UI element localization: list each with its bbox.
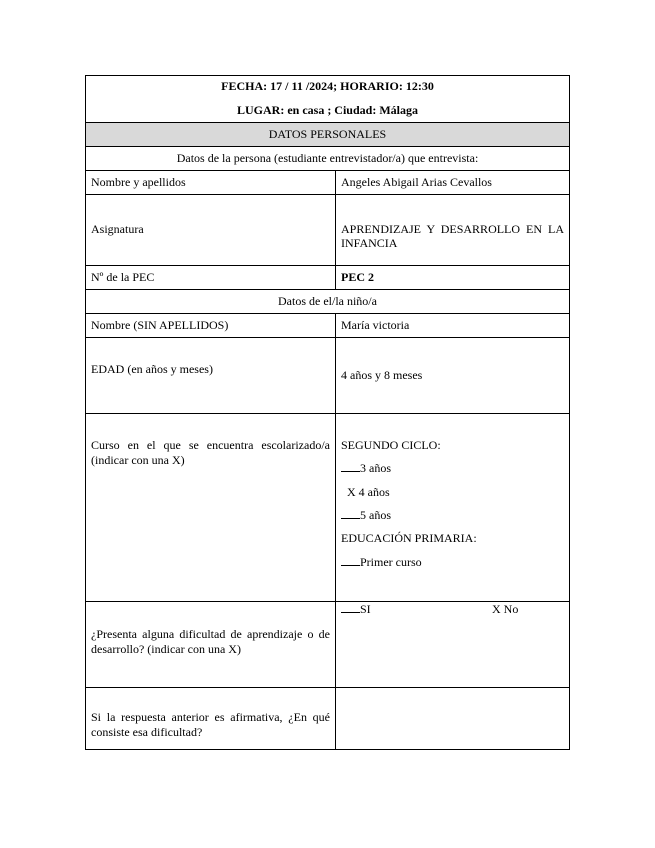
option-5-years bbox=[341, 508, 391, 523]
pec-label: Nº de la PEC bbox=[86, 266, 336, 289]
child-heading: Datos de el/la niño/a bbox=[85, 290, 570, 314]
blank-line bbox=[341, 508, 360, 519]
lugar-line: LUGAR: en casa ; Ciudad: Málaga bbox=[236, 103, 418, 117]
blank-line bbox=[341, 461, 360, 472]
option-si-label: SI bbox=[360, 602, 371, 616]
subject-row bbox=[85, 195, 570, 266]
followup-row bbox=[85, 688, 570, 750]
age-label: EDAD (en años y meses) bbox=[91, 362, 213, 376]
difficulty-options-cell bbox=[336, 602, 569, 687]
subject-label: Asignatura bbox=[91, 222, 144, 236]
difficulty-label: ¿Presenta alguna dificultad de aprendizaje o de desarrollo? (indicar con una X) bbox=[91, 627, 330, 656]
option-3-label: 3 años bbox=[360, 461, 391, 475]
interviewer-name-label: Nombre y apellidos bbox=[86, 171, 336, 194]
child-name-label: Nombre (SIN APELLIDOS) bbox=[86, 314, 336, 337]
blank-line bbox=[341, 555, 360, 566]
pec-row bbox=[85, 266, 570, 290]
child-name-value: María victoria bbox=[341, 318, 410, 332]
blank-line bbox=[341, 602, 360, 613]
option-no: X No bbox=[492, 602, 519, 616]
age-label-cell bbox=[86, 338, 336, 413]
course-label-cell bbox=[86, 414, 336, 601]
difficulty-label-cell bbox=[86, 602, 336, 687]
course-options-cell bbox=[336, 414, 569, 601]
followup-label-cell bbox=[86, 688, 336, 749]
primary-title: EDUCACIÓN PRIMARIA: bbox=[341, 531, 477, 545]
section-title: DATOS PERSONALES bbox=[85, 123, 570, 147]
course-row bbox=[85, 414, 570, 602]
option-4-years: X 4 años bbox=[347, 485, 390, 499]
header-block bbox=[85, 75, 570, 123]
interviewer-name-row bbox=[85, 171, 570, 195]
option-primary-label: Primer curso bbox=[360, 555, 422, 569]
followup-label: Si la respuesta anterior es afirmativa, ¿En qué consiste esa dificultad? bbox=[91, 710, 330, 739]
subject-value: APRENDIZAJE Y DESARROLLO EN LA INFANCIA bbox=[341, 222, 564, 250]
fecha-line: FECHA: 17 / 11 /2024; HORARIO: 12:30 bbox=[221, 79, 434, 93]
option-5-label: 5 años bbox=[360, 508, 391, 522]
interviewer-name-value: Angeles Abigail Arias Cevallos bbox=[341, 175, 492, 189]
option-3-years bbox=[341, 461, 391, 476]
subject-label-cell bbox=[86, 195, 336, 265]
followup-value-cell bbox=[336, 688, 569, 749]
age-value: 4 años y 8 meses bbox=[341, 368, 423, 382]
difficulty-row bbox=[85, 602, 570, 688]
option-primary bbox=[341, 555, 422, 570]
cycle-title: SEGUNDO CICLO: bbox=[341, 438, 441, 452]
subject-value-cell bbox=[336, 195, 569, 265]
course-label: Curso en el que se encuentra escolarizado/a (indicar con una X) bbox=[91, 438, 330, 467]
child-name-row bbox=[85, 314, 570, 338]
interviewer-heading: Datos de la persona (estudiante entrevistador/a) que entrevista: bbox=[85, 147, 570, 171]
age-row bbox=[85, 338, 570, 414]
age-value-cell bbox=[336, 338, 569, 413]
option-si bbox=[341, 602, 371, 617]
pec-value: PEC 2 bbox=[341, 270, 374, 284]
